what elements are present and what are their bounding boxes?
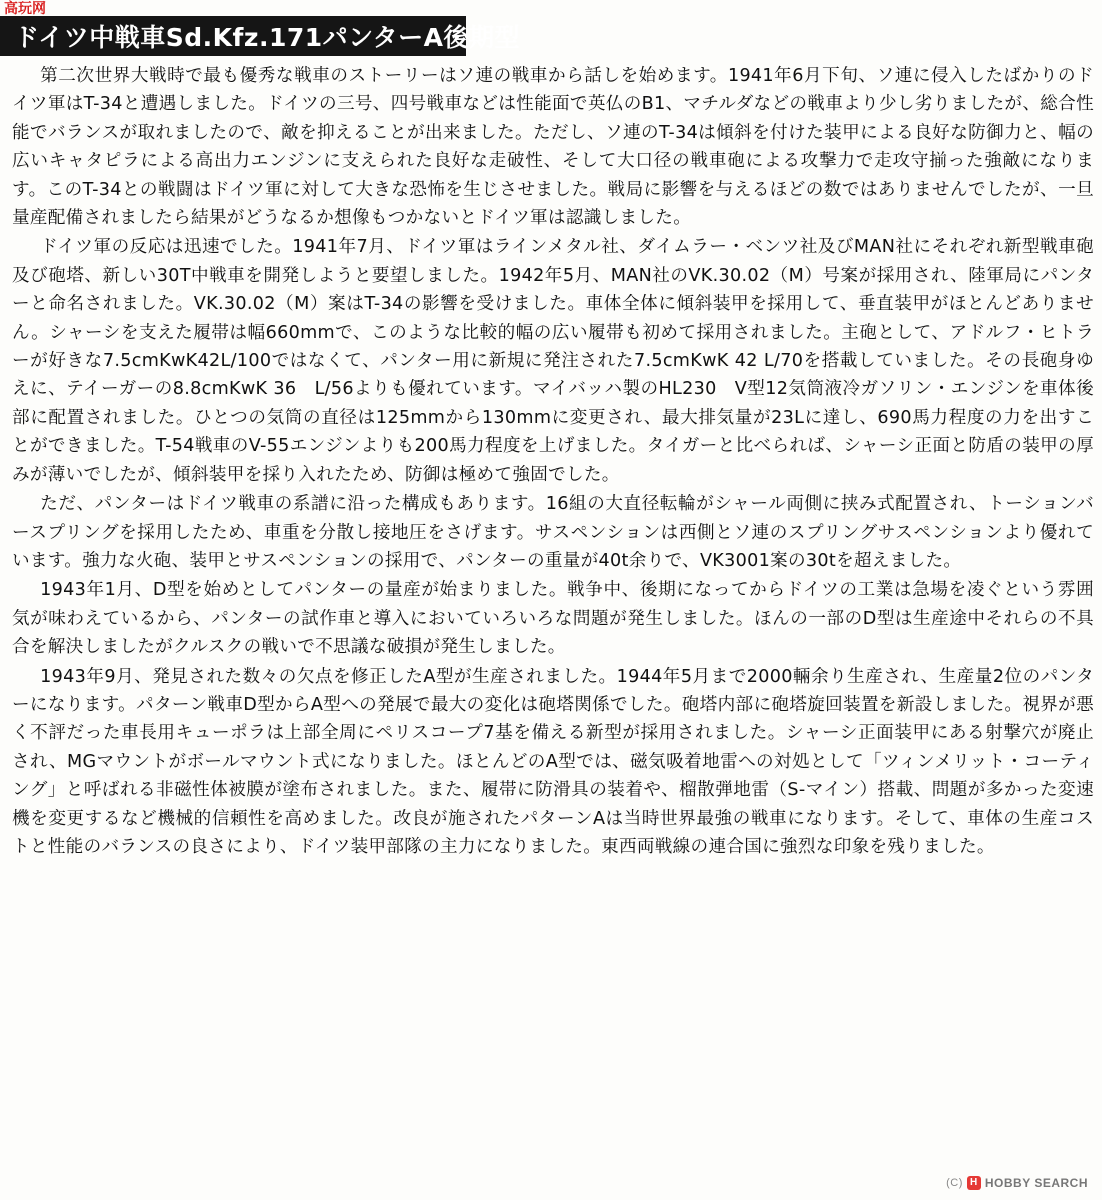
paragraph-1: 第二次世界大戦時で最も優秀な戦車のストーリーはソ連の戦車から話しを始めます。1941年6月下旬、ソ連に侵入したばかりのドイツ軍はT-34と遭遇しました。ドイツの三号、四号戦車などは性能面で英仏のB1、マチルダなどの戦車より少し劣りましたが、総合性能でバランスが取れましたので、敵を抑えることが出来ました。ただし、ソ連のT-34は傾斜を付けた装甲による良好な防御力と、幅の広いキャタピラによる高出力エンジンに支えられた良好な走破性、そして大口径の戦車砲による攻撃力で走攻守揃った強敵になります。このT-34との戦闘はドイツ軍に対して大きな恐怖を生じさせました。戦局に影響を与えるほどの数ではありませんでしたが、一旦量産配備されましたら結果がどうなるか想像もつかないとドイツ軍は認識しました。 — [12, 66, 1094, 229]
copyright-mark: (C) — [946, 1177, 963, 1189]
page-title-text: ドイツ中戦車Sd.Kfz.171パンターA後期型 — [14, 23, 520, 52]
hobbysearch-logo-icon: H — [967, 1176, 981, 1190]
brand-name: HOBBY SEARCH — [984, 1176, 1088, 1190]
paragraph-5: 1943年9月、発見された数々の欠点を修正したA型が生産されました。1944年5月まで2000輛余り生産され、生産量2位のパンターになります。パターン戦車D型からA型への発展で最大の変化は砲塔関係でした。砲塔内部に砲塔旋回装置を新設しました。視界が悪く不評だった車長用キューポラは上部全周にペリスコープ7基を備える新型が採用されました。シャーシ正面装甲にある射撃穴が廃止され、MGマウントがボールマウント式になりました。ほとんどのA型では、磁気吸着地雷への対処として「ツィンメリット・コーティング」と呼ばれる非磁性体被膜が塗布されました。また、履帯に防滑具の装着や、榴散弾地雷（S-マイン）搭載、問題が多かった変速機を変更するなど機械的信頼性を高めました。改良が施されたパターンAは当時世界最強の戦車になります。そして、車体の生産コストと性能のバランスの良さにより、ドイツ装甲部隊の主力になりました。東西両戦線の連合国に強烈な印象を残りました。 — [12, 666, 1094, 857]
paragraph-2: ドイツ軍の反応は迅速でした。1941年7月、ドイツ軍はラインメタル社、ダイムラー・ベンツ社及びMAN社にそれぞれ新型戦車砲及び砲塔、新しい30T中戦車を開発しようと要望しました。1942年5月、MAN社のVK.30.02（M）号案が採用され、陸軍局にパンターと命名されました。VK.30.02（M）案はT-34の影響を受けました。車体全体に傾斜装甲を採用して、垂直装甲がほとんどありません。シャーシを支えた履帯は幅660mmで、このような比較的幅の広い履帯も初めて採用されました。主砲として、アドルフ・ヒトラーが好きな7.5cmKwK42L/100ではなくて、パンター用に新規に発注された7.5cmKwK 42 L/70を搭載していました。その長砲身ゆえに、テイーガーの8.8cmKwK 36 L/56よりも優れています。マイバッハ製のHL230 V型12気筒液冷ガソリン・エンジンを車体後部に配置されました。ひとつの気筒の直径は125mmから130mmに変更され、最大排気量が23Lに達し、690馬力程度の力を出すことができました。T-54戦車のV-55エンジンよりも200馬力程度を上げました。タイガーと比べられば、シャーシ正面と防盾の装甲の厚みが薄いでしたが、傾斜装甲を採り入れたため、防御は極めて強固でした。 — [12, 237, 1094, 485]
page-title — [0, 16, 520, 56]
paragraph-3: ただ、パンターはドイツ戦車の系譜に沿った構成もあります。16組の大直径転輪がシャール両側に挟み式配置され、トーションバースプリングを採用したため、車重を分散し接地圧をさげます。サスペンションは西側とソ連のスプリングサスペンションより優れています。強力な火砲、装甲とサスペンションの採用で、パンターの重量が40t余りで、VK3001案の30tを超えました。 — [12, 494, 1094, 571]
hobbysearch-watermark — [946, 1176, 1088, 1190]
paragraph-4: 1943年1月、D型を始めとしてパンターの量産が始まりました。戦争中、後期になってからドイツの工業は急場を凌ぐという雰囲気が味わえているから、パンターの試作車と導入においていろいろな問題が発生しました。ほんの一部のD型は生産途中それらの不具合を解決しましたがクルスクの戦いで不思議な破損が発生しました。 — [12, 580, 1094, 658]
article-body — [12, 62, 1094, 861]
corner-watermark-logo: 高玩网 — [4, 0, 46, 16]
